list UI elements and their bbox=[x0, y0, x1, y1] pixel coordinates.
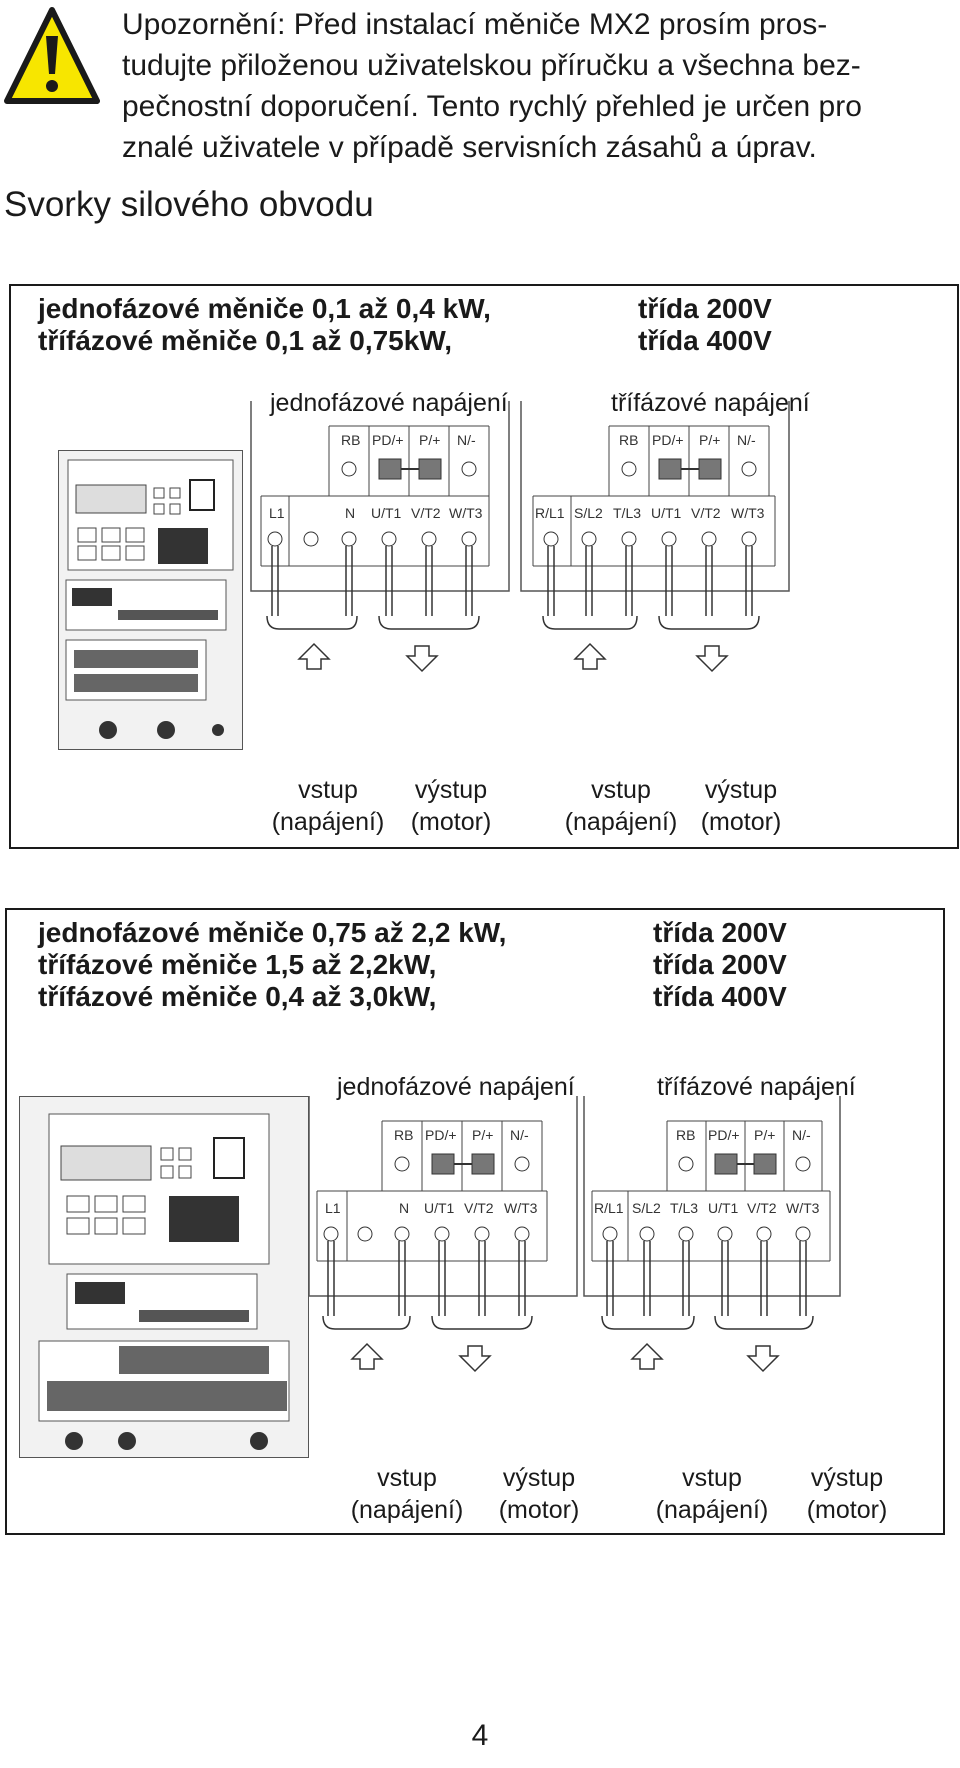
terminal-label: R/L1 bbox=[535, 505, 565, 521]
terminal-label: RB bbox=[341, 432, 361, 448]
io-line: vstup bbox=[298, 776, 358, 804]
io-line: (motor) bbox=[806, 1496, 888, 1524]
io-line: (napájení) bbox=[655, 1496, 769, 1524]
io-line: vstup bbox=[377, 1464, 437, 1492]
io-line: výstup bbox=[810, 1464, 884, 1492]
supply-single-label: jednofázové napájení bbox=[337, 1073, 575, 1101]
terminal-panel-small bbox=[9, 284, 959, 849]
terminal-label: P/+ bbox=[419, 432, 441, 448]
spec-class: třída 200V bbox=[653, 917, 787, 948]
terminal-schematic-single bbox=[239, 401, 519, 681]
terminal-label: V/T2 bbox=[464, 1200, 494, 1216]
io-label bbox=[642, 1462, 782, 1526]
io-line: (motor) bbox=[700, 808, 782, 836]
terminal-label: U/T1 bbox=[651, 505, 682, 521]
supply-single-label: jednofázové napájení bbox=[270, 389, 508, 417]
terminal-label: S/L2 bbox=[632, 1200, 661, 1216]
warning-line: tudujte přiloženou uživatelskou příručku a všechna bez- bbox=[122, 49, 861, 82]
terminal-label: L1 bbox=[269, 505, 285, 521]
terminal-panel-large bbox=[5, 908, 945, 1535]
terminal-label: PD/+ bbox=[708, 1127, 740, 1143]
warning-line: znalé uživatele v případě servisních zásahů a úprav. bbox=[122, 131, 817, 164]
spec-line: jednofázové měniče 0,1 až 0,4 kW, bbox=[38, 293, 491, 324]
supply-three-label: třífázové napájení bbox=[657, 1073, 856, 1101]
io-label bbox=[263, 774, 393, 838]
terminal-label: N bbox=[345, 505, 356, 521]
terminal-schematic-three bbox=[582, 1096, 844, 1396]
spec-line: třífázové měniče 1,5 až 2,2kW, bbox=[38, 949, 437, 980]
terminal-label: U/T1 bbox=[424, 1200, 455, 1216]
terminal-schematic-three bbox=[519, 401, 801, 681]
io-label bbox=[401, 774, 501, 838]
terminal-label: L1 bbox=[325, 1200, 341, 1216]
terminal-label: PD/+ bbox=[425, 1127, 457, 1143]
terminal-label: W/T3 bbox=[731, 505, 765, 521]
terminal-label: N/- bbox=[792, 1127, 811, 1143]
spec-class: třída 200V bbox=[638, 293, 772, 324]
terminal-label: PD/+ bbox=[652, 432, 684, 448]
terminal-label: PD/+ bbox=[372, 432, 404, 448]
terminal-label: U/T1 bbox=[371, 505, 402, 521]
supply-three-label: třífázové napájení bbox=[611, 389, 810, 417]
terminal-label: RB bbox=[676, 1127, 696, 1143]
terminal-label: P/+ bbox=[472, 1127, 494, 1143]
terminal-label: RB bbox=[394, 1127, 414, 1143]
terminal-label: S/L2 bbox=[574, 505, 603, 521]
warning-line: Upozornění: Před instalací měniče MX2 prosím pros- bbox=[122, 8, 828, 41]
terminal-label: P/+ bbox=[754, 1127, 776, 1143]
terminal-label: V/T2 bbox=[747, 1200, 777, 1216]
terminal-label: R/L1 bbox=[594, 1200, 624, 1216]
io-line: vstup bbox=[682, 1464, 742, 1492]
inverter-front-image bbox=[19, 1096, 309, 1458]
terminal-label: W/T3 bbox=[504, 1200, 538, 1216]
terminal-label: N/- bbox=[510, 1127, 529, 1143]
terminal-label: N bbox=[399, 1200, 410, 1216]
io-line: vstup bbox=[591, 776, 651, 804]
terminal-label: T/L3 bbox=[670, 1200, 699, 1216]
io-line: (napájení) bbox=[271, 808, 385, 836]
terminal-label: N/- bbox=[457, 432, 476, 448]
terminal-label: T/L3 bbox=[613, 505, 642, 521]
terminal-label: W/T3 bbox=[449, 505, 483, 521]
spec-class: třída 400V bbox=[638, 325, 772, 356]
warning-text bbox=[122, 4, 942, 168]
spec-class: třída 400V bbox=[653, 981, 787, 1012]
terminal-label: RB bbox=[619, 432, 639, 448]
terminal-label: W/T3 bbox=[786, 1200, 820, 1216]
io-line: výstup bbox=[502, 1464, 576, 1492]
terminal-label: N/- bbox=[737, 432, 756, 448]
warning-triangle-icon bbox=[4, 6, 100, 106]
inverter-front-image bbox=[58, 450, 243, 750]
io-line: (napájení) bbox=[564, 808, 678, 836]
io-label bbox=[337, 1462, 477, 1526]
spec-line: třífázové měniče 0,4 až 3,0kW, bbox=[38, 981, 437, 1012]
section-title: Svorky silového obvodu bbox=[4, 185, 374, 224]
io-label bbox=[691, 774, 791, 838]
page-number: 4 bbox=[471, 1719, 489, 1752]
io-line: výstup bbox=[704, 776, 778, 804]
terminal-label: U/T1 bbox=[708, 1200, 739, 1216]
io-line: (motor) bbox=[410, 808, 492, 836]
terminal-label: P/+ bbox=[699, 432, 721, 448]
io-line: výstup bbox=[414, 776, 488, 804]
io-label bbox=[556, 774, 686, 838]
io-label bbox=[489, 1462, 589, 1526]
io-line: (napájení) bbox=[350, 1496, 464, 1524]
io-line: (motor) bbox=[498, 1496, 580, 1524]
io-label bbox=[797, 1462, 897, 1526]
terminal-label: V/T2 bbox=[411, 505, 441, 521]
spec-class: třída 200V bbox=[653, 949, 787, 980]
terminal-schematic-single bbox=[307, 1096, 582, 1396]
warning-line: pečnostní doporučení. Tento rychlý přehled je určen pro bbox=[122, 90, 862, 123]
spec-line: jednofázové měniče 0,75 až 2,2 kW, bbox=[38, 917, 507, 948]
spec-line: třífázové měniče 0,1 až 0,75kW, bbox=[38, 325, 452, 356]
terminal-label: V/T2 bbox=[691, 505, 721, 521]
